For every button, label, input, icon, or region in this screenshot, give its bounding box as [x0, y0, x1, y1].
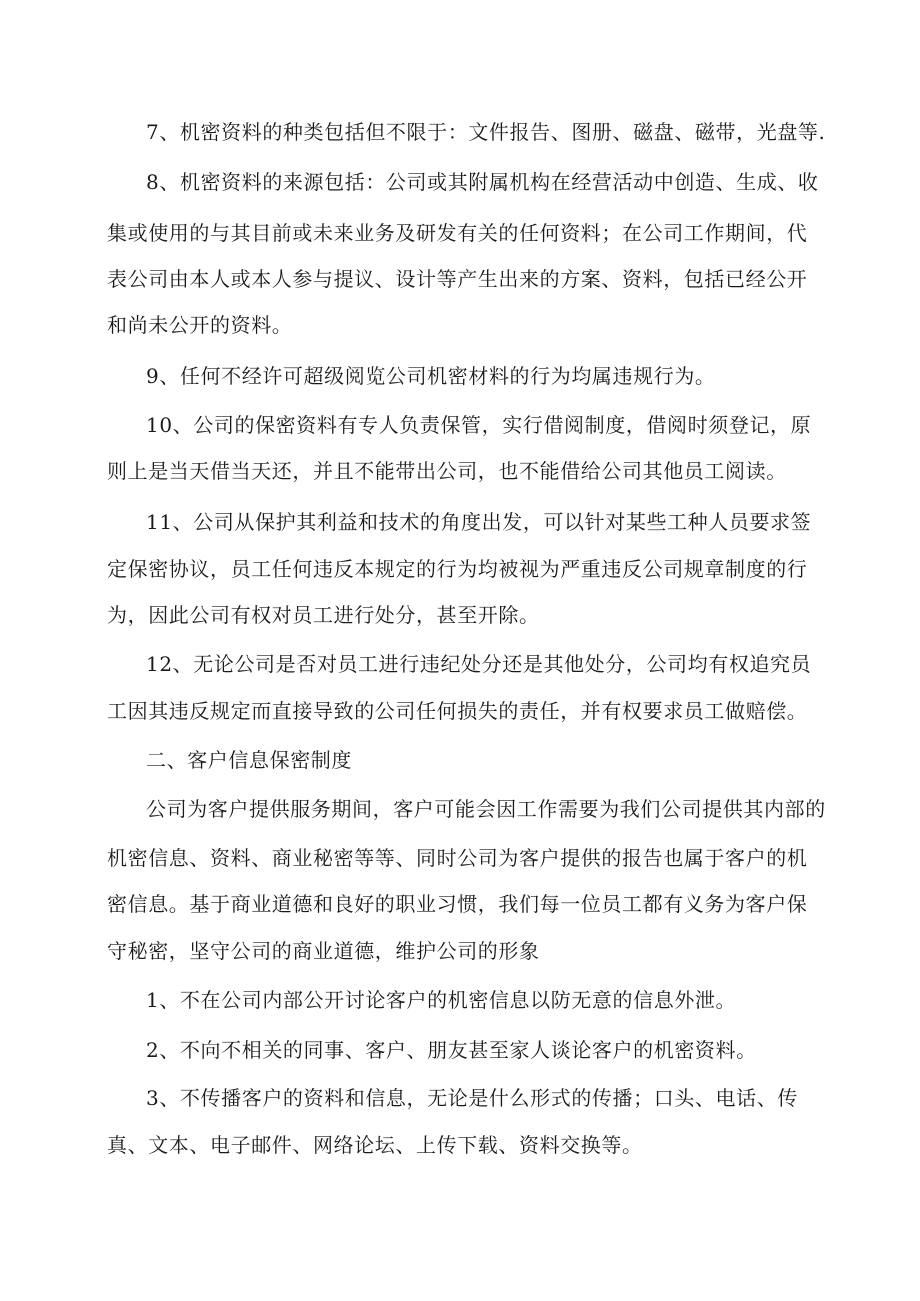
document-line: 1、不在公司内部公开讨论客户的机密信息以防无意的信息外泄。 [146, 988, 737, 1012]
document-line: 2、不向不相关的同事、客户、朋友甚至家人谈论客户的机密资料。 [146, 1038, 757, 1062]
document-line: 10、公司的保密资料有专人负责保管，实行借阅制度，借阅时须登记，原 [146, 413, 812, 437]
section-heading: 二、客户信息保密制度 [146, 748, 352, 772]
document-line: 则上是当天借当天还，并且不能带出公司，也不能借给公司其他员工阅读。 [107, 459, 787, 483]
document-line: 工因其违反规定而直接导致的公司任何损失的责任，并有权要求员工做赔偿。 [107, 699, 808, 723]
document-line: 真、文本、电子邮件、网络论坛、上传下载、资料交换等。 [107, 1133, 643, 1157]
document-line: 密信息。基于商业道德和良好的职业习惯，我们每一位员工都有义务为客户保 [107, 892, 808, 916]
document-line: 公司为客户提供服务期间，客户可能会因工作需要为我们公司提供其内部的 [146, 797, 826, 821]
document-line: 9、任何不经许可超级阅览公司机密材料的行为均属违规行为。 [146, 364, 716, 388]
document-line: 8、机密资料的来源包括：公司或其附属机构在经营活动中创造、生成、收 [146, 170, 819, 194]
document-line: 集或使用的与其目前或未来业务及研发有关的任何资料；在公司工作期间，代 [107, 221, 808, 245]
document-line: 机密信息、资料、商业秘密等等、同时公司为客户提供的报告也属于客户的机 [107, 846, 808, 870]
document-line: 7、机密资料的种类包括但不限于：文件报告、图册、磁盘、磁带，光盘等. [146, 120, 826, 144]
document-line: 11、公司从保护其利益和技术的角度出发，可以针对某些工种人员要求签 [146, 510, 812, 534]
document-line: 3、不传播客户的资料和信息，无论是什么形式的传播；口头、电话、传 [146, 1086, 798, 1110]
document-line: 和尚未公开的资料。 [107, 313, 293, 337]
document-line: 守秘密，坚守公司的商业道德，维护公司的形象 [107, 939, 540, 963]
document-line: 表公司由本人或本人参与提议、设计等产生出来的方案、资料，包括已经公开 [107, 267, 808, 291]
document-line: 12、无论公司是否对员工进行违纪处分还是其他处分，公司均有权追究员 [146, 652, 812, 676]
document-line: 为，因此公司有权对员工进行处分，甚至开除。 [107, 603, 540, 627]
document-line: 定保密协议，员工任何违反本规定的行为均被视为严重违反公司规章制度的行 [107, 557, 808, 581]
